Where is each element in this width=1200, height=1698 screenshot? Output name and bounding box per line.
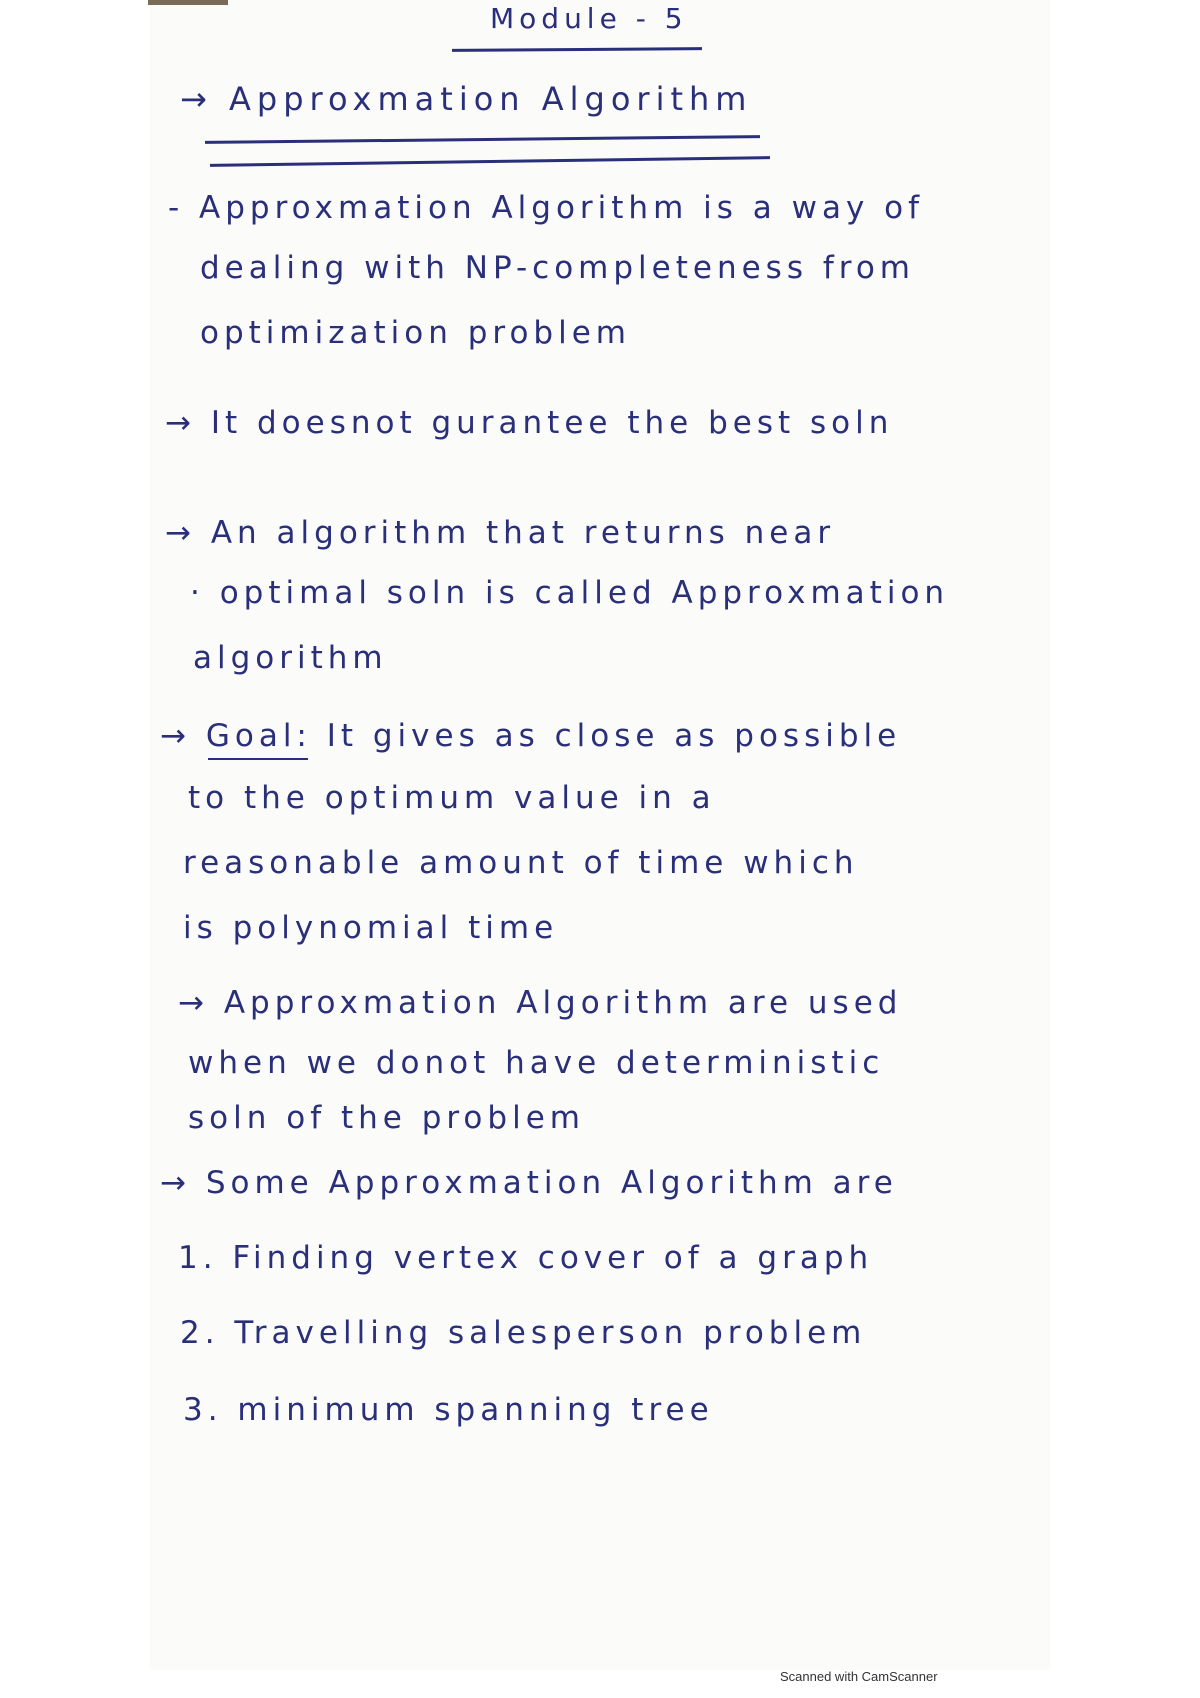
goal-underline [208,758,308,760]
note-line: optimization problem [200,315,631,351]
scan-edge-mark [148,0,228,5]
scanner-watermark: Scanned with CamScanner [780,1669,938,1684]
note-line: · optimal soln is called Approxmation [190,575,950,611]
list-item: 1. Finding vertex cover of a graph [178,1240,874,1276]
page-title: Module - 5 [490,2,688,35]
note-line: → Approxmation Algorithm are used [178,985,903,1021]
section-heading: → Approxmation Algorithm [180,80,753,118]
note-line: when we donot have deterministic [188,1045,885,1081]
note-line: → Goal: It gives as close as possible [160,718,902,754]
list-item: 2. Travelling salesperson problem [180,1315,867,1351]
note-line: → It doesnot gurantee the best soln [165,405,894,441]
note-line: → Some Approxmation Algorithm are [160,1165,898,1201]
note-line: algorithm [193,640,388,676]
note-line: dealing with NP-completeness from [200,250,915,286]
note-line: is polynomial time [183,910,559,946]
note-line: reasonable amount of time which [183,845,859,881]
list-item: 3. minimum spanning tree [183,1392,714,1428]
note-line: soln of the problem [188,1100,585,1136]
note-line: - Approxmation Algorithm is a way of [168,190,925,226]
note-line: to the optimum value in a [188,780,716,816]
note-line: → An algorithm that returns near [165,515,836,551]
